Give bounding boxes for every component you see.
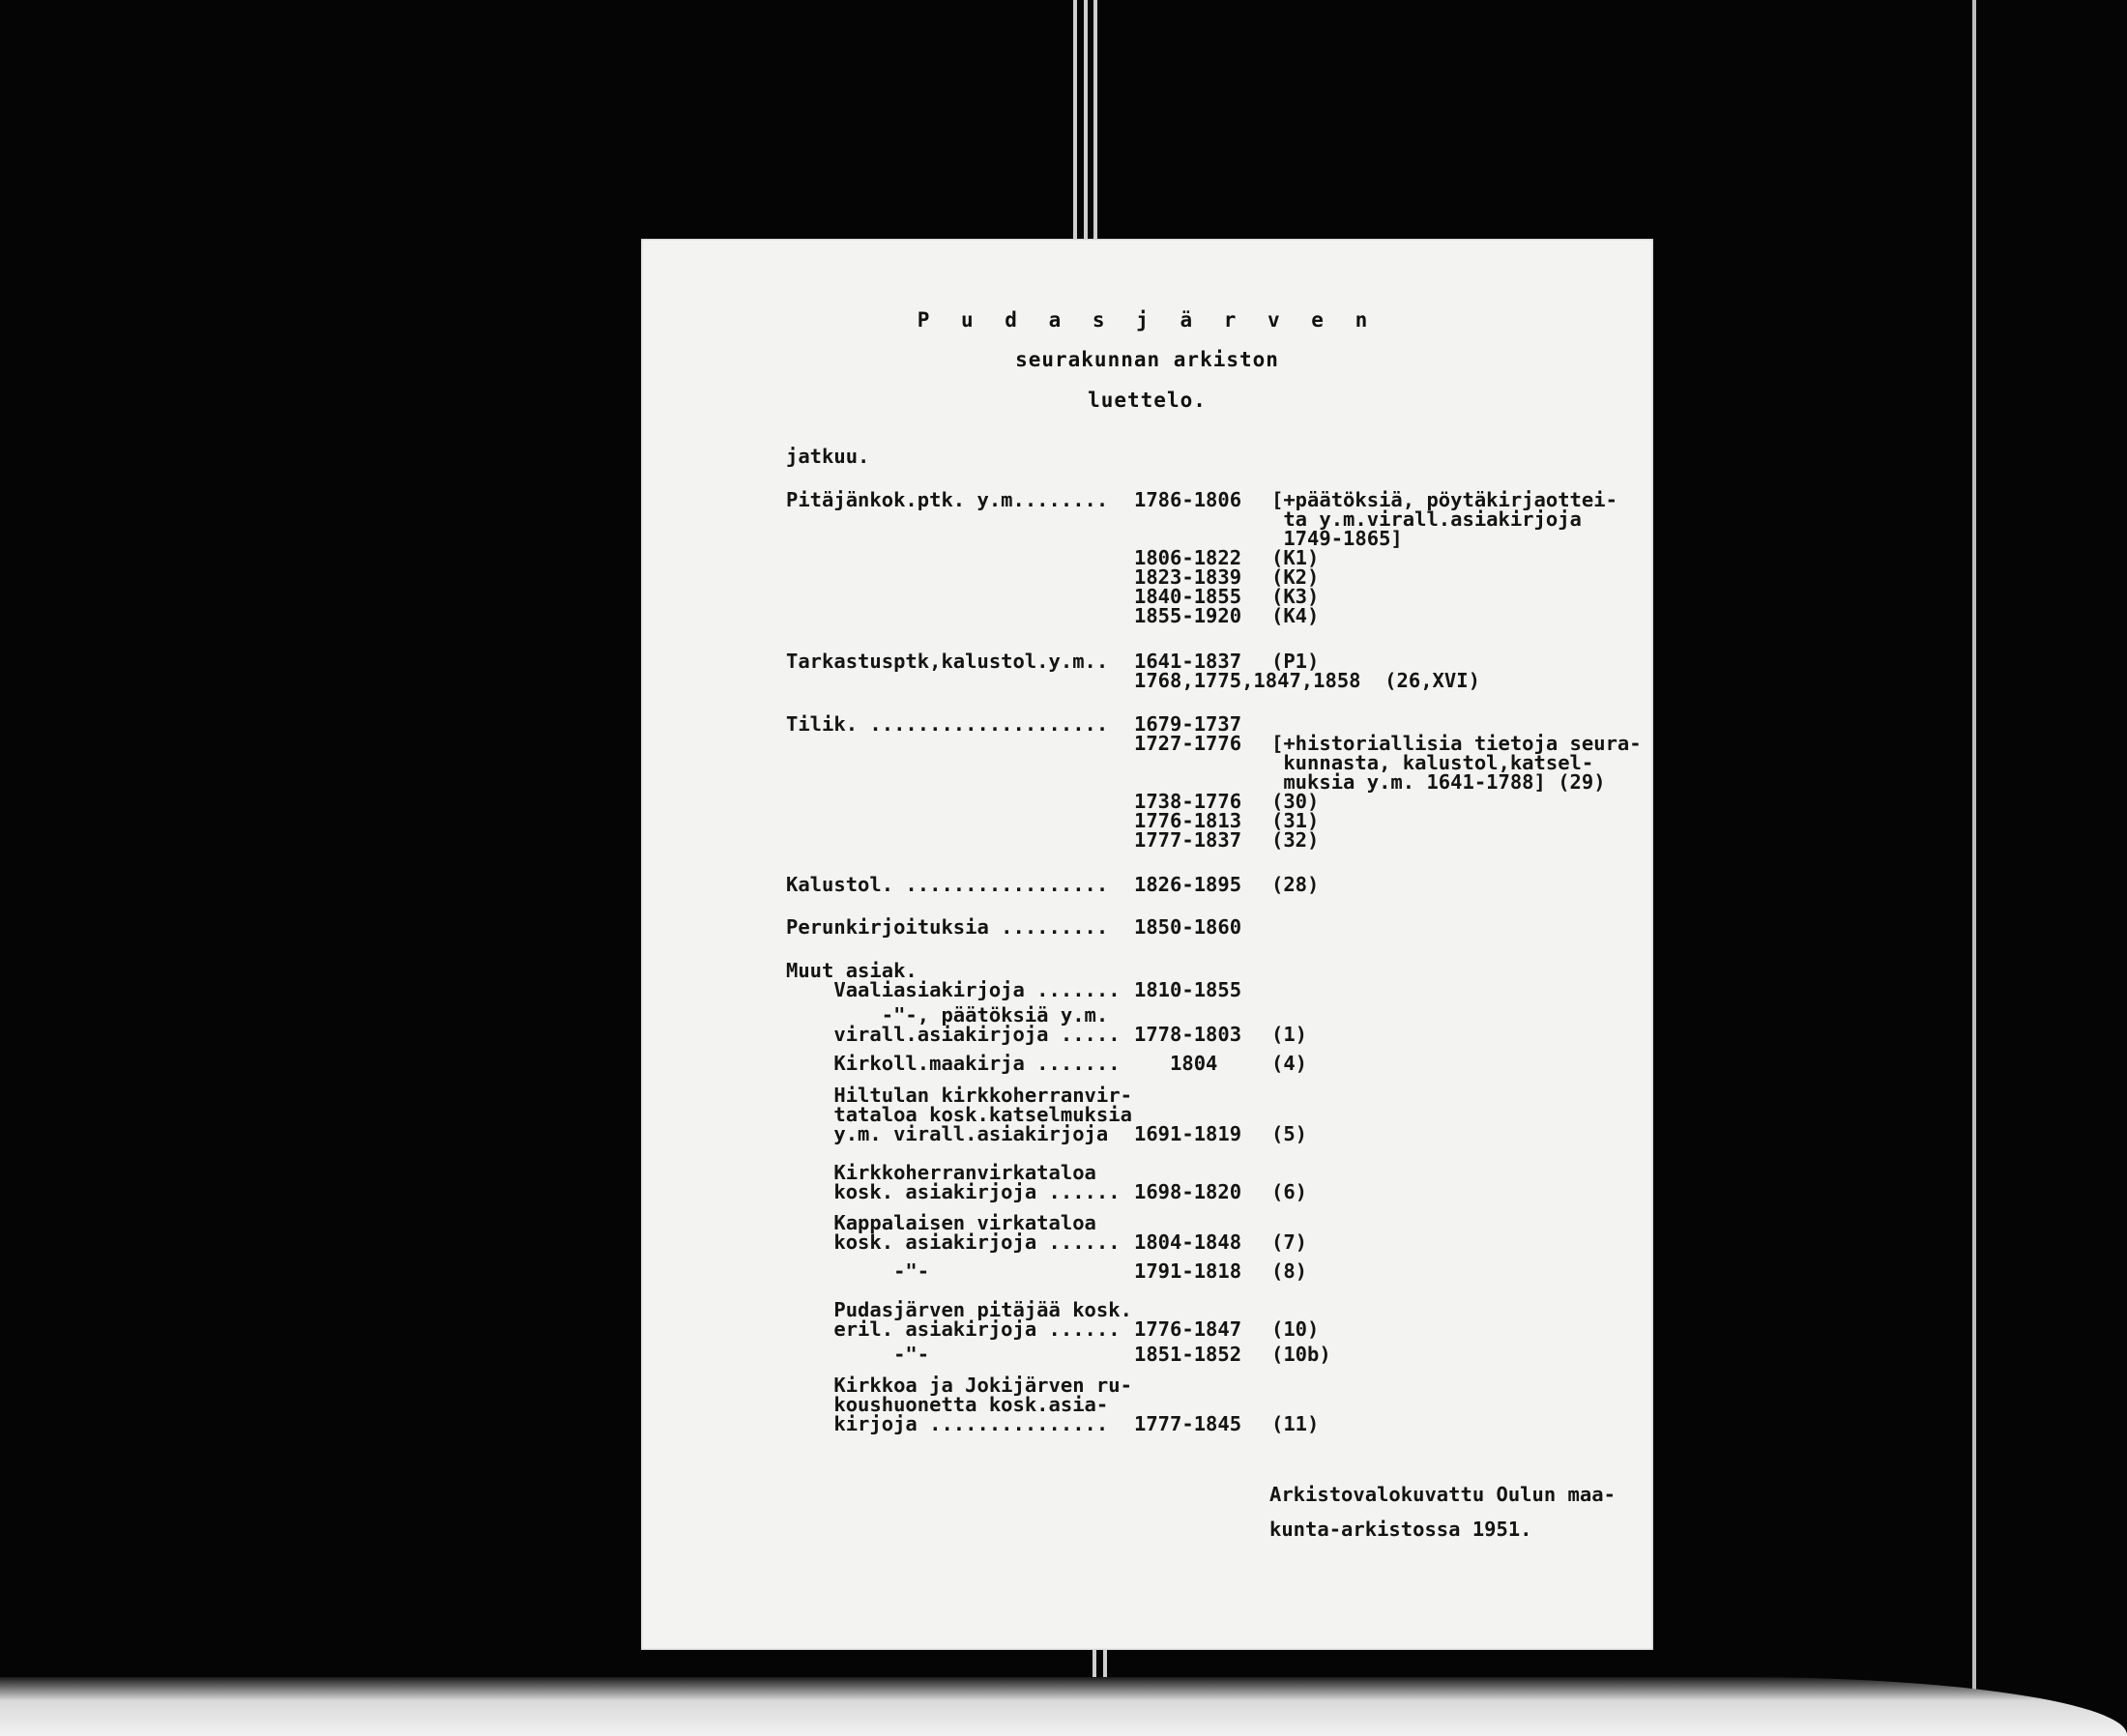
entry-years: 1777-1845 <box>1134 1412 1242 1435</box>
entry-description: virall.asiakirjoja ..... <box>786 1023 1121 1046</box>
entry-years: 1855-1920 <box>1134 604 1242 627</box>
entry-reference: (K1) <box>1271 546 1320 569</box>
entry-description: eril. asiakirjoja ...... <box>786 1317 1121 1341</box>
entry-years: 1776-1813 <box>1134 809 1242 832</box>
entry-description: Kalustol. ................. <box>786 873 1109 896</box>
document-subtitle-2: luettelo. <box>1088 389 1207 412</box>
entry-reference: (7) <box>1271 1230 1308 1254</box>
entry-reference: (31) <box>1271 809 1320 832</box>
entry-reference: muksia y.m. 1641-1788] (29) <box>1271 770 1606 794</box>
entry-description: Kirkkoherranvirkataloa <box>786 1161 1096 1184</box>
entry-description: Tarkastusptk,kalustol.y.m.. <box>786 650 1109 673</box>
entry-reference: (P1) <box>1271 650 1320 673</box>
entry-years: 1776-1847 <box>1134 1317 1242 1341</box>
entry-years: 1851-1852 <box>1134 1343 1242 1366</box>
entry-description: Kirkkoa ja Jokijärven ru- <box>786 1374 1132 1397</box>
film-strip-line <box>1084 0 1088 239</box>
entry-description: kirjoja ............... <box>786 1412 1109 1435</box>
entry-reference: (6) <box>1271 1180 1308 1203</box>
document-title: P u d a s j ä r v e n <box>917 308 1378 332</box>
entry-years: 1641-1837 <box>1134 650 1242 673</box>
entry-years: 1823-1839 <box>1134 565 1242 589</box>
entry-reference: (10b) <box>1271 1343 1331 1366</box>
entry-years: 1727-1776 <box>1134 732 1242 755</box>
entry-reference: (5) <box>1271 1122 1308 1145</box>
entry-reference: (10) <box>1271 1317 1320 1341</box>
film-strip-line <box>1073 0 1077 239</box>
entry-reference: (K2) <box>1271 565 1320 589</box>
entry-years: 1791-1818 <box>1134 1259 1242 1283</box>
entry-description: Vaaliasiakirjoja ....... <box>786 978 1121 1001</box>
entry-reference: (28) <box>1271 873 1320 896</box>
entry-years: 1778-1803 <box>1134 1023 1242 1046</box>
entry-reference: (K3) <box>1271 585 1320 608</box>
entry-reference: ta y.m.virall.asiakirjoja <box>1271 507 1582 531</box>
entry-years: 1810-1855 <box>1134 978 1242 1001</box>
entry-reference: [+päätöksiä, pöytäkirjaottei- <box>1271 488 1617 511</box>
entry-years: 1804-1848 <box>1134 1230 1242 1254</box>
entry-years: 1804 <box>1134 1052 1218 1075</box>
entry-years: 1786-1806 <box>1134 488 1242 511</box>
entry-description: kosk. asiakirjoja ...... <box>786 1180 1121 1203</box>
entry-years: 1768,1775,1847,1858 (26,XVI) <box>1134 669 1480 692</box>
entry-years: 1679-1737 <box>1134 712 1242 736</box>
entry-years: 1691-1819 <box>1134 1122 1242 1145</box>
document-subtitle: seurakunnan arkiston <box>1015 348 1279 371</box>
entry-description: Pudasjärven pitäjää kosk. <box>786 1298 1132 1321</box>
entry-years: 1806-1822 <box>1134 546 1242 569</box>
entry-description: Perunkirjoituksia ......... <box>786 915 1109 939</box>
entry-reference: (4) <box>1271 1052 1308 1075</box>
entry-description: Muut asiak. <box>786 959 918 982</box>
entry-reference: (8) <box>1271 1259 1308 1283</box>
entry-years: 1850-1860 <box>1134 915 1242 939</box>
continued-label: jatkuu. <box>786 445 870 468</box>
entry-description: koushuonetta kosk.asia- <box>786 1393 1109 1416</box>
entry-description: -"-, päätöksiä y.m. <box>786 1003 1109 1027</box>
film-bottom-edge <box>0 1677 2127 1736</box>
entry-reference: [+historiallisia tietoja seura- <box>1271 732 1642 755</box>
entry-reference: (K4) <box>1271 604 1320 627</box>
film-edge <box>1972 0 1976 1736</box>
entry-years: 1826-1895 <box>1134 873 1242 896</box>
entry-years: 1777-1837 <box>1134 828 1242 852</box>
entry-reference: (32) <box>1271 828 1320 852</box>
entry-reference: 1749-1865] <box>1271 527 1403 550</box>
footer-line: kunta-arkistossa 1951. <box>1269 1518 1532 1541</box>
entry-description: kosk. asiakirjoja ...... <box>786 1230 1121 1254</box>
entry-reference: kunnasta, kalustol,katsel- <box>1271 751 1594 774</box>
entry-reference: (1) <box>1271 1023 1308 1046</box>
entry-description: -"- <box>786 1343 930 1366</box>
entry-description: Tilik. .................... <box>786 712 1109 736</box>
document-page <box>641 239 1653 1650</box>
entry-description: Kirkoll.maakirja ....... <box>786 1052 1121 1075</box>
entry-description: tataloa kosk.katselmuksia <box>786 1103 1132 1126</box>
entry-years: 1738-1776 <box>1134 790 1242 813</box>
entry-reference: (11) <box>1271 1412 1320 1435</box>
entry-years: 1698-1820 <box>1134 1180 1242 1203</box>
entry-reference: (30) <box>1271 790 1320 813</box>
entry-description: Pitäjänkok.ptk. y.m........ <box>786 488 1109 511</box>
entry-description: Hiltulan kirkkoherranvir- <box>786 1084 1132 1107</box>
film-strip-line <box>1093 0 1097 239</box>
entry-description: y.m. virall.asiakirjoja <box>786 1122 1109 1145</box>
entry-description: Kappalaisen virkataloa <box>786 1211 1096 1234</box>
footer-line: Arkistovalokuvattu Oulun maa- <box>1269 1483 1616 1506</box>
entry-description: -"- <box>786 1259 930 1283</box>
entry-years: 1840-1855 <box>1134 585 1242 608</box>
